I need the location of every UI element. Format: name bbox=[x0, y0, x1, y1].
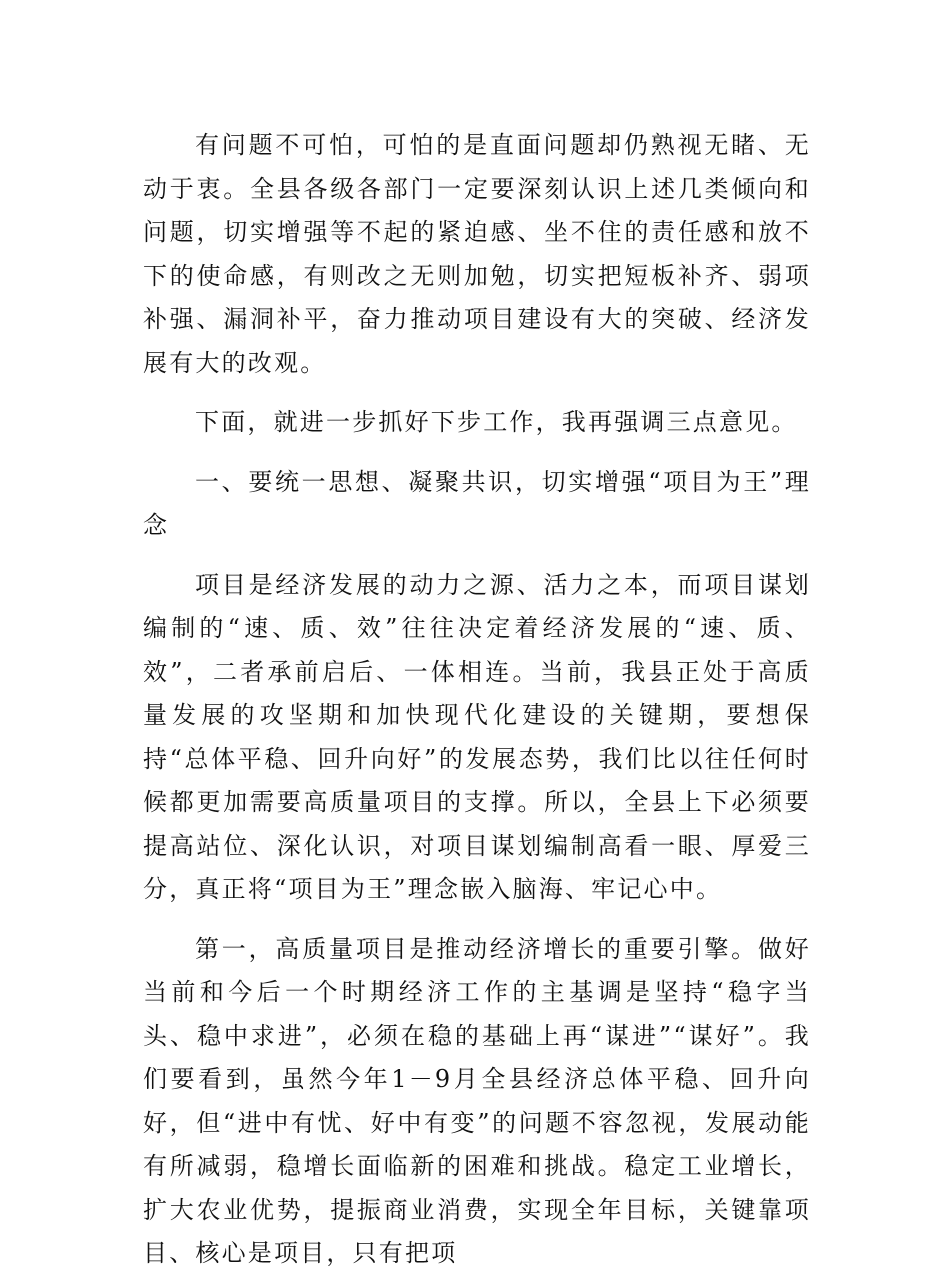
section-heading-1: 一、要统一思想、凝聚共识，切实增强“项目为王”理念 bbox=[143, 467, 811, 539]
paragraph-problems: 有问题不可怕，可怕的是直面问题却仍熟视无睹、无动于衷。全县各级各部门一定要深刻认识上述几类倾向和问题，切实增强等不起的紧迫感、坐不住的责任感和放不下的使命感，有则改之无则加勉，切实把短板补齐、弱项补强、漏洞补平，奋力推动项目建设有大的突破、经济发展有大的改观。 bbox=[143, 131, 811, 377]
paragraph-point-1: 第一，高质量项目是推动经济增长的重要引擎。做好当前和今后一个时期经济工作的主基调是坚持“稳字当头、稳中求进”，必须在稳的基础上再“谋进”“谋好”。我们要看到，虽然今年1－9月全县经济总体平稳、回升向好，但“进中有忧、好中有变”的问题不容忽视，发展动能有所减弱，稳增长面临新的困难和挑战。稳定工业增长，扩大农业优势，提振商业消费，实现全年目标，关键靠项目、核心是项目，只有把项 bbox=[143, 934, 811, 1267]
paragraph-intro: 下面，就进一步抓好下步工作，我再强调三点意见。 bbox=[195, 408, 798, 436]
paragraph-project-importance: 项目是经济发展的动力之源、活力之本，而项目谋划编制的“速、质、效”往往决定着经济发展的“速、质、效”，二者承前启后、一体相连。当前，我县正处于高质量发展的攻坚期和加快现代化建设的关键期，要想保持“总体平稳、回升向好”的发展态势，我们比以往任何时候都更加需要高质量项目的支撑。所以，全县上下必须要提高站位、深化认识，对项目谋划编制高看一眼、厚爱三分，真正将“项目为王”理念嵌入脑海、牢记心中。 bbox=[143, 570, 811, 903]
document-body bbox=[143, 124, 811, 1276]
